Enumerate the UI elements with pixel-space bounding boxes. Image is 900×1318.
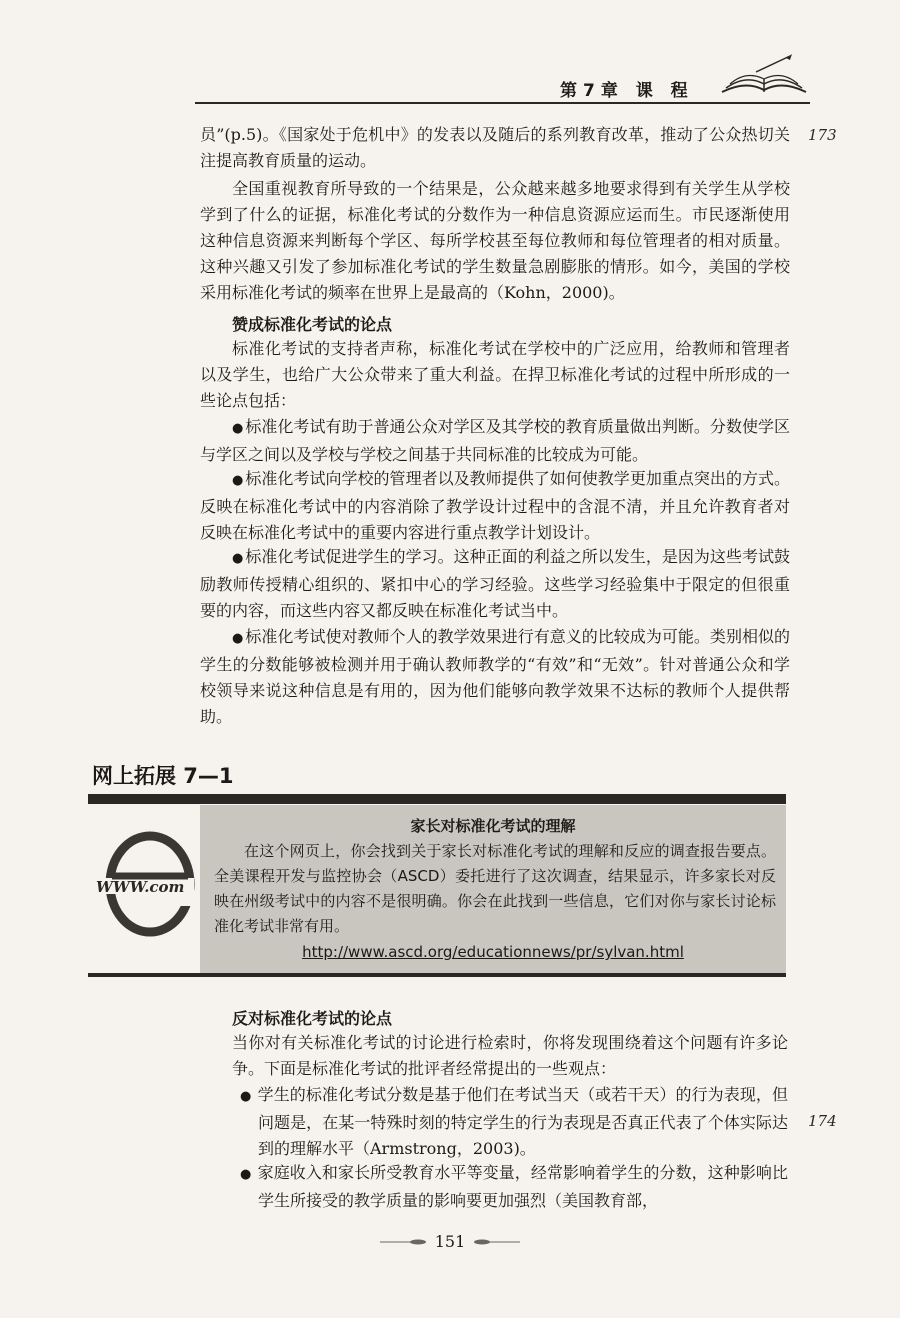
open-book-icon [716, 52, 812, 102]
list-item: ● 标准化考试促进学生的学习。这种正面的利益之所以发生，是因为这些考试鼓励教师传授精心组织的、紧扣中心的学习经验。这些学习经验集中于限定的但很重要的内容，而这些内容又都反映在标准化考试当中。 [200, 547, 790, 620]
paragraph-continuation [200, 122, 790, 174]
logo-text: WWW.com [96, 878, 185, 896]
paragraph-text: 员”(p.5)。《国家处于危机中》的发表以及随后的系列教育改革，推动了公众热切关注提高教育质量的运动。 [200, 125, 790, 170]
list-item: ● 标准化考试使对教师个人的教学效果进行有意义的比较成为可能。类别相似的学生的分数能够被检测并用于确认教师教学的“有效”和“无效”。针对普通公众和学校领导来说这种信息是有用的，因为他们能够向教学效果不达标的教师个人提供帮助。 [200, 627, 790, 726]
paragraph-4 [232, 1030, 788, 1082]
bullet-icon: ● [232, 631, 244, 646]
pro-bullet-1 [200, 414, 790, 468]
paragraph-text: 标准化考试的支持者声称，标准化考试在学校中的广泛应用，给教师和管理者以及学生，也给广大公众带来了重大利益。在捍卫标准化考试的过程中所形成的一些论点包括： [200, 339, 790, 410]
section-bottom-rule [88, 973, 786, 977]
bullet-icon: ● [232, 473, 244, 488]
page-number: 151 [434, 1232, 466, 1251]
web-box-title: 家长对标准化考试的理解 [410, 817, 576, 835]
list-item: ● 家庭收入和家长所受教育水平等变量，经常影响着学生的分数，这种影响比学生所接受的教学质量的影响要更加强烈（美国教育部， [240, 1163, 788, 1210]
web-box-url-link[interactable]: http://www.ascd.org/educationnews/pr/sylvan.html [302, 943, 684, 961]
bullet-icon: ● [240, 1089, 256, 1104]
subhead-pro-arguments: 赞成标准化考试的论点 [232, 315, 393, 334]
subhead-con-arguments: 反对标准化考试的论点 [232, 1009, 393, 1028]
list-item: ● 标准化考试向学校的管理者以及教师提供了如何使教学更加重点突出的方式。反映在标准化考试中的内容消除了教学设计过程中的含混不清，并且允许教育者对反映在标准化考试中的重要内容进行重点教学计划设计。 [200, 469, 790, 542]
list-item: ● 标准化考试有助于普通公众对学区及其学校的教育质量做出判断。分数使学区与学区之间以及学校与学校之间基于共同标准的比较成为可能。 [200, 417, 790, 464]
paragraph-2 [200, 176, 790, 306]
paragraph-text: 当你对有关标准化考试的讨论进行检索时，你将发现围绕着这个问题有许多论争。下面是标准化考试的批评者经常提出的一些观点： [232, 1033, 788, 1078]
bullet-icon: ● [232, 421, 244, 436]
paragraph-text: 全国重视教育所导致的一个结果是，公众越来越多地要求得到有关学生从学校学到了什么的证据，标准化考试的分数作为一种信息资源应运而生。市民逐渐使用这种信息资源来判断每个学区、每所学校甚至每位教师和每位管理者的相对质量。这种兴趣又引发了参加标准化考试的学生数量急剧膨胀的情形。如今，美国的学校采用标准化考试的频率在世界上是最高的（Kohn，2000)。 [200, 179, 790, 302]
section-rule [88, 794, 786, 804]
pro-bullet-2 [200, 466, 790, 546]
web-box-text: 在这个网页上，你会找到关于家长对标准化考试的理解和反应的调查报告要点。全美课程开发与监控协会（ASCD）委托进行了这次调查，结果显示，许多家长对反映在州级考试中的内容不是很明确。你会在此找到一些信息，它们对你与家长讨论标准化考试非常有用。 [214, 842, 776, 935]
e-www-globe-icon [94, 828, 198, 938]
web-extension-box [200, 805, 786, 973]
bullet-icon: ● [240, 1167, 256, 1182]
con-bullet-2 [240, 1160, 788, 1214]
section-title: 网上拓展 7—1 [92, 764, 234, 788]
margin-page-ref-bottom: 174 [808, 1112, 837, 1130]
list-item: ● 学生的标准化考试分数是基于他们在考试当天（或若干天）的行为表现，但问题是，在某一特殊时刻的特定学生的行为表现是否真正代表了个体实际达到的理解水平（Armstrong，2003)。 [240, 1085, 788, 1158]
con-bullet-1 [240, 1082, 788, 1162]
margin-page-ref-top: 173 [808, 126, 837, 144]
page-footer [380, 1232, 520, 1252]
bullet-icon: ● [232, 551, 244, 566]
pro-bullet-3 [200, 544, 790, 624]
header-rule [195, 102, 810, 104]
running-head: 第7章 课 程 [560, 81, 694, 101]
pro-bullet-4 [200, 624, 790, 730]
paragraph-3 [200, 336, 790, 414]
